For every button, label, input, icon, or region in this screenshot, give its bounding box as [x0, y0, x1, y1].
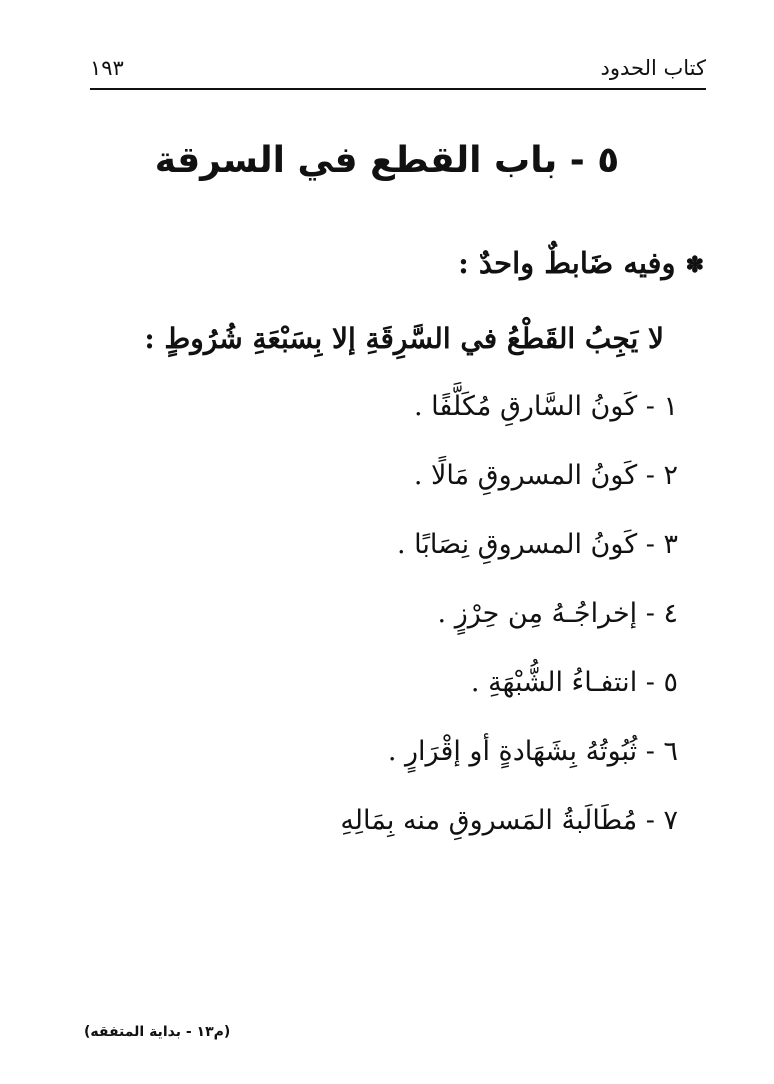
main-rule: لا يَجِبُ القَطْعُ في السَّرِقَةِ إلا بِسَبْعَةِ شُرُوطٍ : — [144, 322, 664, 355]
intro-text: وفيه ضَابطٌ واحدٌ : — [458, 246, 676, 280]
condition-item-7: ٧ - مُطَالَبةُ المَسروقِ منه بِمَالِهِ — [340, 805, 678, 836]
condition-item-1: ١ - كَونُ السَّارقِ مُكَلَّفًا . — [414, 391, 678, 422]
page-header — [90, 52, 706, 90]
condition-item-3: ٣ - كَونُ المسروقِ نِصَابًا . — [397, 529, 678, 560]
footer-note: (م١٣ - بداية المتفقه) — [84, 1024, 231, 1040]
asterisk-bullet-icon: ✽ — [685, 252, 704, 278]
running-title: كتاب الحدود — [600, 56, 706, 80]
conditions-list — [340, 386, 678, 869]
intro-line — [458, 246, 704, 280]
condition-item-5: ٥ - انتفـاءُ الشُّبْهَةِ . — [470, 667, 678, 698]
page-number: ١٩٣ — [90, 56, 124, 80]
condition-item-6: ٦ - ثُبُوتُهُ بِشَهَادةٍ أو إقْرَارٍ . — [387, 736, 678, 767]
condition-item-4: ٤ - إخراجُـهُ مِن حِرْزٍ . — [437, 598, 678, 629]
condition-item-2: ٢ - كَونُ المسروقِ مَالًا . — [413, 460, 678, 491]
chapter-title: ٥ - باب القطع في السرقة — [154, 140, 620, 181]
